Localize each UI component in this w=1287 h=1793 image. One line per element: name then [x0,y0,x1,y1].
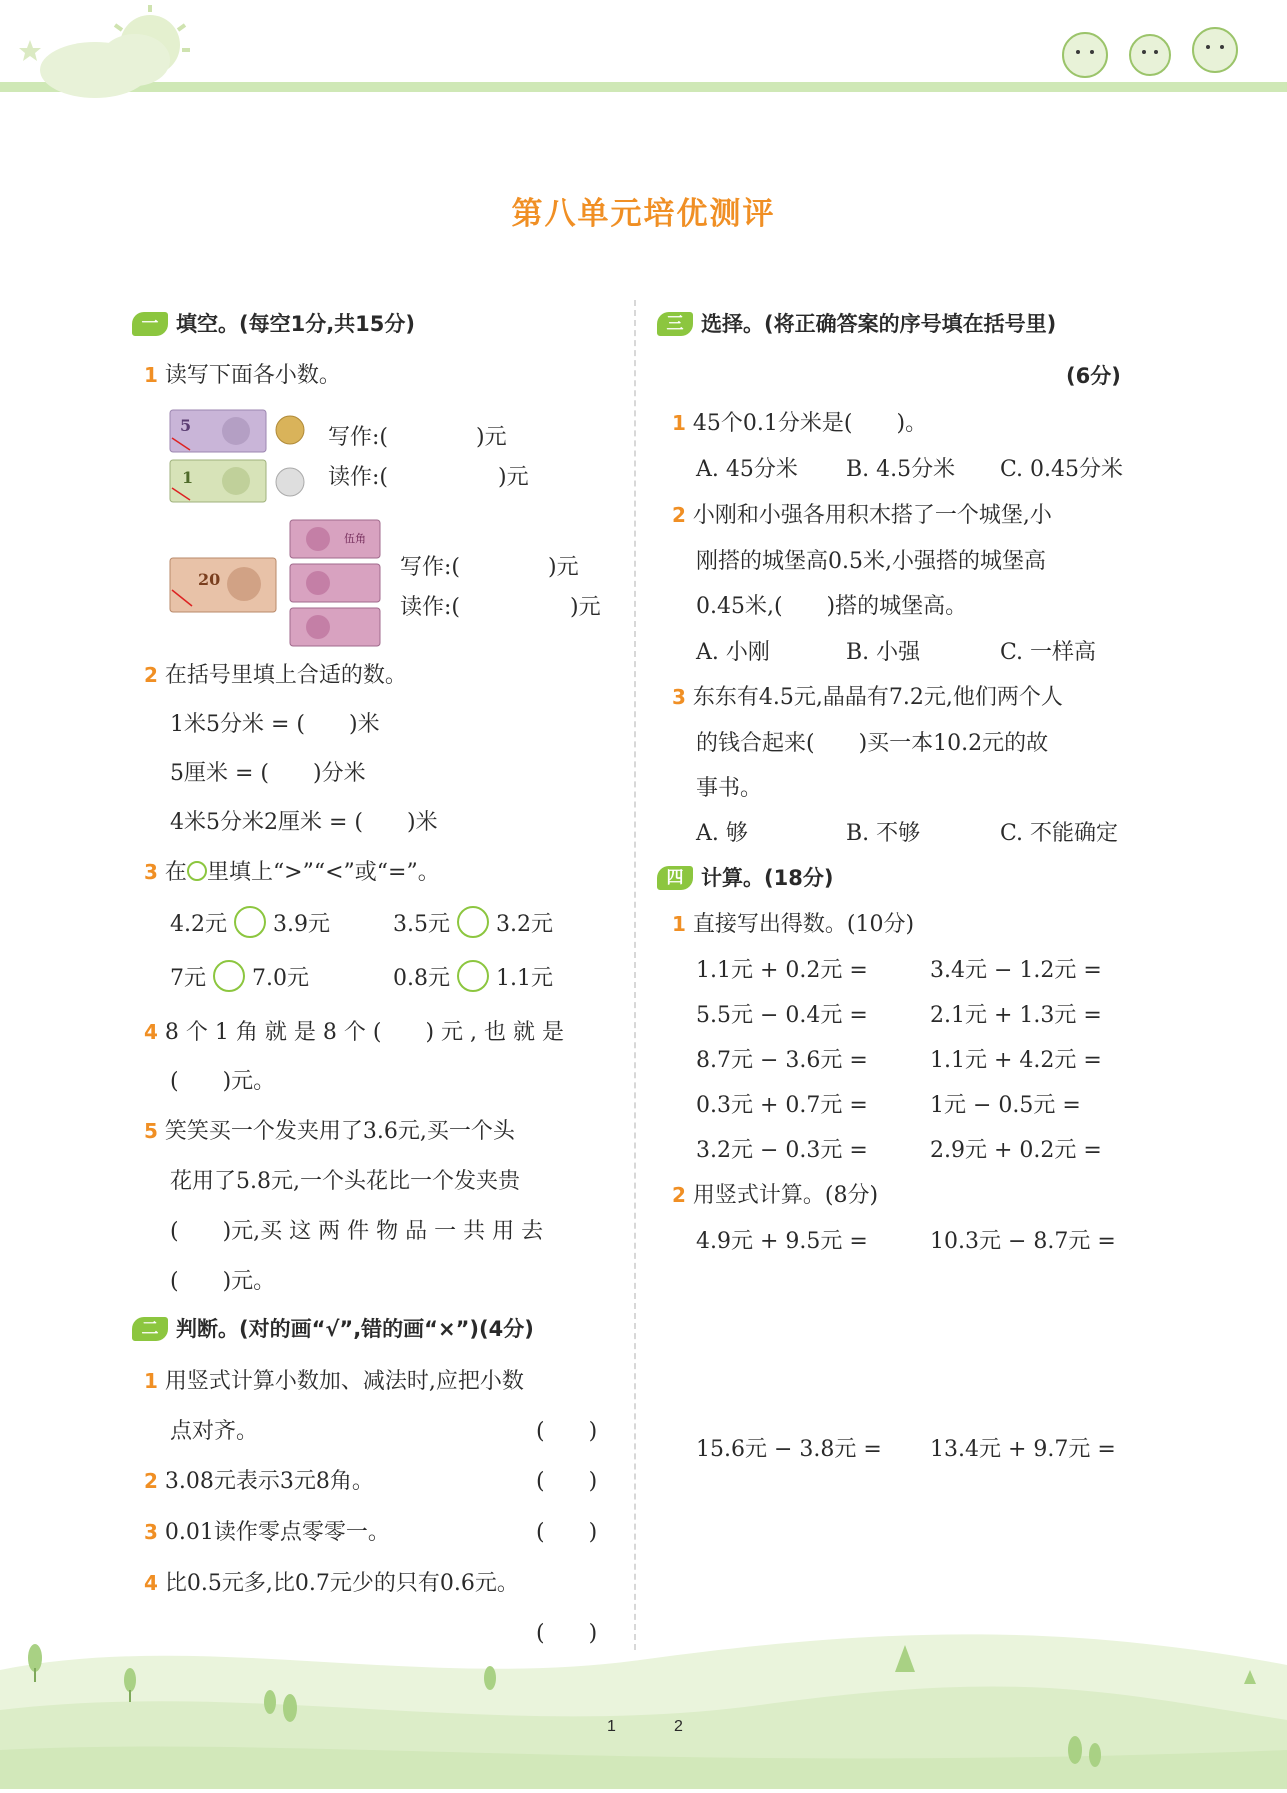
circle-icon [187,861,207,881]
g1-write-blank[interactable]: 写作:( )元 [328,425,507,450]
money-group-2 [168,518,383,654]
question-number: 3 [144,860,158,884]
calc-item[interactable]: 0.3元 + 0.7元 = [696,1093,868,1118]
vertical-calc-item[interactable]: 13.4元 + 9.7元 = [930,1437,1116,1462]
question-number: 3 [144,1520,158,1544]
conversion-line-2[interactable]: 5厘米 = ( )分米 [170,761,366,786]
question-line-1: 东东有4.5元,晶晶有7.2元,他们两个人 [692,685,1063,710]
compare-right: 3.2元 [496,912,553,937]
compare-left: 0.8元 [393,966,450,991]
choice-option-a: A. 45分米 [696,457,798,482]
compare-item-1 [170,906,330,938]
choice-question-2-line-2: 刚搭的城堡高0.5米,小强搭的城堡高 [696,549,1046,574]
calc-question-2 [672,1178,878,1209]
vertical-calc-item[interactable]: 10.3元 − 8.7元 = [930,1229,1116,1254]
choice-option-b: B. 不够 [846,821,921,846]
header-decoration-art [0,0,1287,110]
calc-question-1 [672,907,914,938]
question-text-pre: 在 [164,860,187,885]
calc-item[interactable]: 2.9元 + 0.2元 = [930,1138,1102,1163]
judge-answer-1[interactable]: ( ) [536,1419,598,1444]
choice-option-b: B. 小强 [846,640,921,665]
judge-answer-2[interactable]: ( ) [536,1469,598,1494]
question-number: 1 [672,411,686,435]
question-5 [144,1114,515,1145]
question-3 [144,855,440,886]
question-number: 1 [144,1369,158,1393]
question-5-line-2: 花用了5.8元,一个头花比一个发夹贵 [170,1169,520,1194]
section-badge: 二 [132,1317,168,1341]
question-text: 直接写出得数。(10分) [692,912,915,937]
calc-item[interactable]: 1.1元 + 4.2元 = [930,1048,1102,1073]
question-text: 读写下面各小数。 [164,363,341,388]
choice-question-3 [672,680,1063,711]
section-badge: 一 [132,312,168,336]
compare-right: 7.0元 [252,966,309,991]
section-fill-blanks-heading [132,308,415,338]
calc-item[interactable]: 3.4元 − 1.2元 = [930,958,1102,983]
section-badge: 三 [657,312,693,336]
judge-text: 0.01读作零点零零一。 [164,1520,390,1545]
banknote-jiao-label: 伍角 [344,532,366,545]
question-text-post: 里填上“>”“<”或“=”。 [206,860,440,885]
question-4 [144,1015,564,1046]
footer-landscape [0,1610,1287,1789]
compare-left: 4.2元 [170,912,227,937]
vertical-calc-item[interactable]: 4.9元 + 9.5元 = [696,1229,868,1254]
question-text: 在括号里填上合适的数。 [164,663,407,688]
compare-circle-input[interactable] [213,960,245,992]
choice-question-2 [672,498,1052,529]
choice-question-1 [672,406,927,437]
question-number: 4 [144,1020,158,1044]
calc-item[interactable]: 2.1元 + 1.3元 = [930,1003,1102,1028]
judge-item-4 [144,1566,519,1597]
choice-option-c: C. 一样高 [1000,640,1097,665]
g2-write-blank[interactable]: 写作:( )元 [400,555,579,580]
compare-right: 1.1元 [496,966,553,991]
choice-option-a: A. 小刚 [696,640,770,665]
compare-right: 3.9元 [273,912,330,937]
header-decoration [0,0,1287,110]
question-2 [144,658,407,689]
question-number: 2 [672,503,686,527]
judge-item-3 [144,1515,390,1546]
section-choice-points: (6分) [1066,364,1121,388]
question-number: 4 [144,1571,158,1595]
choice-option-c: C. 0.45分米 [1000,457,1124,482]
question-number: 2 [144,1469,158,1493]
judge-text: 3.08元表示3元8角。 [164,1469,374,1494]
compare-circle-input[interactable] [457,906,489,938]
banknote-5-label: 5 [180,416,192,435]
question-4-line-2[interactable]: ( )元。 [170,1069,276,1094]
judge-text: 用竖式计算小数加、减法时,应把小数 [164,1369,524,1394]
compare-item-4 [393,960,553,992]
question-line-1: 8 个 1 角 就 是 8 个 ( ) 元 , 也 就 是 [164,1020,564,1045]
judge-answer-3[interactable]: ( ) [536,1520,598,1545]
column-divider [634,300,636,1650]
choice-question-2-line-3[interactable]: 0.45米,( )搭的城堡高。 [696,594,968,619]
page-number-right: 2 [674,1718,683,1735]
g1-read-blank[interactable]: 读作:( )元 [328,465,529,490]
question-5-line-4[interactable]: ( )元。 [170,1269,276,1294]
choice-question-3-line-3: 事书。 [696,776,763,801]
section-heading-text: 计算。(18分) [701,866,834,890]
section-choice-heading [657,308,1056,338]
calc-item[interactable]: 1.1元 + 0.2元 = [696,958,868,983]
calc-item[interactable]: 3.2元 − 0.3元 = [696,1138,868,1163]
compare-item-3 [170,960,309,992]
question-line-1: 小刚和小强各用积木搭了一个城堡,小 [692,503,1052,528]
section-badge: 四 [657,866,693,890]
conversion-line-1[interactable]: 1米5分米 = ( )米 [170,712,380,737]
conversion-line-3[interactable]: 4米5分米2厘米 = ( )米 [170,810,438,835]
question-number: 3 [672,685,686,709]
section-heading-text: 填空。(每空1分,共15分) [176,312,416,336]
question-number: 1 [144,363,158,387]
compare-item-2 [393,906,553,938]
judge-text: 比0.5元多,比0.7元少的只有0.6元。 [164,1571,519,1596]
question-number: 2 [144,663,158,687]
calc-item[interactable]: 1元 − 0.5元 = [930,1093,1081,1118]
vertical-calc-item[interactable]: 15.6元 − 3.8元 = [696,1437,882,1462]
section-heading-text: 判断。(对的画“√”,错的画“×”)(4分) [176,1317,534,1341]
judge-item-1-line-2: 点对齐。 [170,1419,259,1444]
banknote-20-label: 20 [198,570,221,589]
money-group-1 [168,408,308,512]
compare-circle-input[interactable] [457,960,489,992]
calc-item[interactable]: 8.7元 − 3.6元 = [696,1048,868,1073]
calc-item[interactable]: 5.5元 − 0.4元 = [696,1003,868,1028]
choice-option-a: A. 够 [696,821,748,846]
choice-question-3-line-2[interactable]: 的钱合起来( )买一本10.2元的故 [696,731,1049,756]
banknote-1-label: 1 [182,468,194,487]
landscape-art [0,1610,1287,1789]
question-text[interactable]: 45个0.1分米是( )。 [692,411,928,436]
question-5-line-3[interactable]: ( )元,买 这 两 件 物 品 一 共 用 去 [170,1219,544,1244]
choice-option-c: C. 不能确定 [1000,821,1119,846]
section-true-false-heading [132,1313,534,1343]
question-text: 用竖式计算。(8分) [692,1183,879,1208]
question-number: 1 [672,912,686,936]
section-calculation-heading [657,862,833,892]
question-1 [144,358,341,389]
question-line-1: 笑笑买一个发夹用了3.6元,买一个头 [164,1119,515,1144]
page-number-left: 1 [607,1718,616,1735]
section-heading-text: 选择。(将正确答案的序号填在括号里) [701,312,1057,336]
compare-circle-input[interactable] [234,906,266,938]
compare-left: 3.5元 [393,912,450,937]
judge-answer-4[interactable]: ( ) [536,1621,598,1646]
choice-option-b: B. 4.5分米 [846,457,956,482]
judge-item-1 [144,1364,524,1395]
question-number: 2 [672,1183,686,1207]
page-title: 第八单元培优测评 [511,196,776,232]
g2-read-blank[interactable]: 读作:( )元 [400,595,601,620]
compare-left: 7元 [170,966,206,991]
judge-item-2 [144,1464,374,1495]
question-number: 5 [144,1119,158,1143]
